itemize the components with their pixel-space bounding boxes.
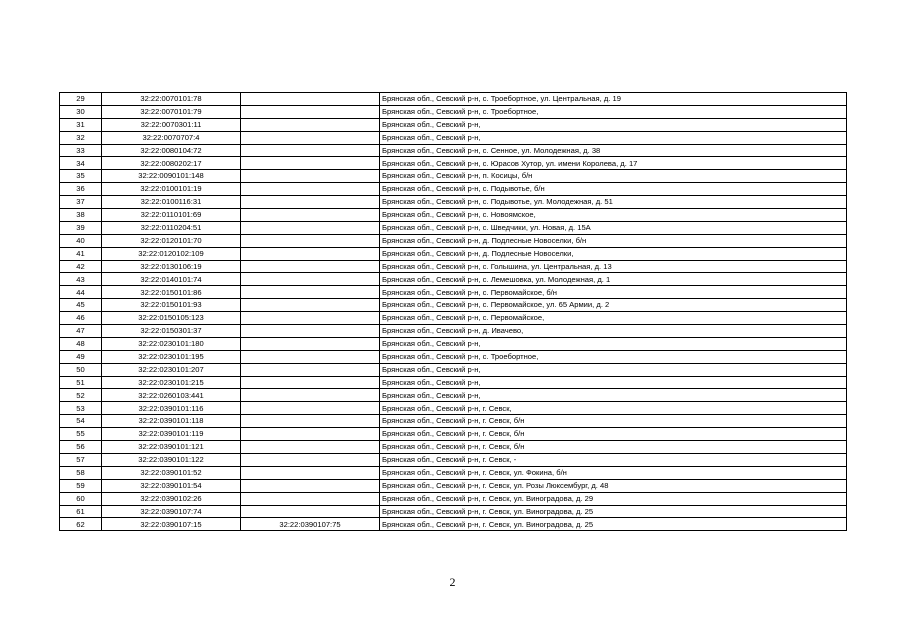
address: Брянская обл., Севский р-н, г. Севск, ул. Фокина, б/н	[380, 466, 847, 479]
table-row	[60, 144, 847, 157]
table-row	[60, 441, 847, 454]
related-cadastral-number	[241, 286, 380, 299]
related-cadastral-number	[241, 415, 380, 428]
related-cadastral-number	[241, 441, 380, 454]
row-number: 36	[60, 183, 102, 196]
cadastral-number: 32:22:0100101:19	[102, 183, 241, 196]
cadastral-number: 32:22:0390101:118	[102, 415, 241, 428]
address: Брянская обл., Севский р-н,	[380, 376, 847, 389]
table-row	[60, 183, 847, 196]
row-number: 56	[60, 441, 102, 454]
related-cadastral-number	[241, 273, 380, 286]
related-cadastral-number: 32:22:0390107:75	[241, 518, 380, 531]
address: Брянская обл., Севский р-н, г. Севск, ул. Розы Люксембург, д. 48	[380, 479, 847, 492]
table-row	[60, 299, 847, 312]
table-row	[60, 466, 847, 479]
related-cadastral-number	[241, 234, 380, 247]
related-cadastral-number	[241, 118, 380, 131]
cadastral-number: 32:22:0230101:215	[102, 376, 241, 389]
address: Брянская обл., Севский р-н, п. Косицы, б/н	[380, 170, 847, 183]
cadastral-number: 32:22:0390101:121	[102, 441, 241, 454]
row-number: 44	[60, 286, 102, 299]
related-cadastral-number	[241, 105, 380, 118]
page-number: 2	[449, 575, 456, 589]
table-row	[60, 273, 847, 286]
table-row	[60, 389, 847, 402]
row-number: 33	[60, 144, 102, 157]
row-number: 46	[60, 312, 102, 325]
table-row	[60, 209, 847, 222]
row-number: 54	[60, 415, 102, 428]
address: Брянская обл., Севский р-н, г. Севск, -	[380, 453, 847, 466]
cadastral-number: 32:22:0130106:19	[102, 260, 241, 273]
row-number: 40	[60, 234, 102, 247]
row-number: 61	[60, 505, 102, 518]
related-cadastral-number	[241, 479, 380, 492]
table-row	[60, 415, 847, 428]
row-number: 41	[60, 247, 102, 260]
row-number: 57	[60, 453, 102, 466]
address: Брянская обл., Севский р-н, с. Юрасов Хутор, ул. имени Королева, д. 17	[380, 157, 847, 170]
related-cadastral-number	[241, 363, 380, 376]
registry-table	[59, 92, 847, 531]
table-row	[60, 312, 847, 325]
table-row	[60, 428, 847, 441]
row-number: 42	[60, 260, 102, 273]
address: Брянская обл., Севский р-н,	[380, 131, 847, 144]
cadastral-number: 32:22:0080202:17	[102, 157, 241, 170]
table-row	[60, 402, 847, 415]
cadastral-number: 32:22:0390107:74	[102, 505, 241, 518]
related-cadastral-number	[241, 221, 380, 234]
table-row	[60, 221, 847, 234]
table-row	[60, 131, 847, 144]
related-cadastral-number	[241, 492, 380, 505]
table-row	[60, 234, 847, 247]
registry-table-body	[60, 93, 847, 531]
related-cadastral-number	[241, 170, 380, 183]
address: Брянская обл., Севский р-н,	[380, 363, 847, 376]
related-cadastral-number	[241, 260, 380, 273]
cadastral-number: 32:22:0150301:37	[102, 325, 241, 338]
cadastral-number: 32:22:0080104:72	[102, 144, 241, 157]
address: Брянская обл., Севский р-н, с. Первомайское, б/н	[380, 286, 847, 299]
related-cadastral-number	[241, 505, 380, 518]
related-cadastral-number	[241, 299, 380, 312]
cadastral-number: 32:22:0120101:70	[102, 234, 241, 247]
related-cadastral-number	[241, 389, 380, 402]
address: Брянская обл., Севский р-н, д. Подлесные Новоселки,	[380, 247, 847, 260]
row-number: 31	[60, 118, 102, 131]
address: Брянская обл., Севский р-н, д. Подлесные Новоселки, б/н	[380, 234, 847, 247]
cadastral-number: 32:22:0150101:86	[102, 286, 241, 299]
address: Брянская обл., Севский р-н, г. Севск, ул. Виноградова, д. 25	[380, 518, 847, 531]
cadastral-number: 32:22:0230101:195	[102, 350, 241, 363]
related-cadastral-number	[241, 325, 380, 338]
table-row	[60, 350, 847, 363]
related-cadastral-number	[241, 453, 380, 466]
address: Брянская обл., Севский р-н, г. Севск, ул. Виноградова, д. 29	[380, 492, 847, 505]
row-number: 47	[60, 325, 102, 338]
table-row	[60, 157, 847, 170]
related-cadastral-number	[241, 183, 380, 196]
related-cadastral-number	[241, 402, 380, 415]
address: Брянская обл., Севский р-н, г. Севск, б/н	[380, 428, 847, 441]
cadastral-number: 32:22:0070707:4	[102, 131, 241, 144]
cadastral-number: 32:22:0230101:180	[102, 337, 241, 350]
address: Брянская обл., Севский р-н, г. Севск, б/н	[380, 441, 847, 454]
address: Брянская обл., Севский р-н, д. Ивачево,	[380, 325, 847, 338]
cadastral-number: 32:22:0140101:74	[102, 273, 241, 286]
cadastral-number: 32:22:0390101:122	[102, 453, 241, 466]
table-row	[60, 170, 847, 183]
cadastral-number: 32:22:0150101:93	[102, 299, 241, 312]
cadastral-number: 32:22:0230101:207	[102, 363, 241, 376]
address: Брянская обл., Севский р-н, г. Севск, б/н	[380, 415, 847, 428]
row-number: 48	[60, 337, 102, 350]
address: Брянская обл., Севский р-н,	[380, 337, 847, 350]
table-row	[60, 105, 847, 118]
related-cadastral-number	[241, 466, 380, 479]
row-number: 37	[60, 196, 102, 209]
cadastral-number: 32:22:0070301:11	[102, 118, 241, 131]
address: Брянская обл., Севский р-н, с. Подывотье, б/н	[380, 183, 847, 196]
table-row	[60, 118, 847, 131]
row-number: 45	[60, 299, 102, 312]
table-row	[60, 376, 847, 389]
row-number: 51	[60, 376, 102, 389]
row-number: 52	[60, 389, 102, 402]
cadastral-number: 32:22:0110204:51	[102, 221, 241, 234]
table-row	[60, 93, 847, 106]
cadastral-number: 32:22:0390101:119	[102, 428, 241, 441]
address: Брянская обл., Севский р-н, с. Шведчики, ул. Новая, д. 15А	[380, 221, 847, 234]
row-number: 34	[60, 157, 102, 170]
table-row	[60, 505, 847, 518]
table-row	[60, 453, 847, 466]
address: Брянская обл., Севский р-н, с. Первомайское,	[380, 312, 847, 325]
cadastral-number: 32:22:0120102:109	[102, 247, 241, 260]
row-number: 38	[60, 209, 102, 222]
table-row	[60, 286, 847, 299]
related-cadastral-number	[241, 337, 380, 350]
related-cadastral-number	[241, 312, 380, 325]
row-number: 59	[60, 479, 102, 492]
row-number: 30	[60, 105, 102, 118]
address: Брянская обл., Севский р-н, с. Голышина, ул. Центральная, д. 13	[380, 260, 847, 273]
table-row	[60, 260, 847, 273]
address: Брянская обл., Севский р-н, с. Подывотье, ул. Молодежная, д. 51	[380, 196, 847, 209]
cadastral-number: 32:22:0100116:31	[102, 196, 241, 209]
table-row	[60, 363, 847, 376]
address: Брянская обл., Севский р-н, с. Лемешовка, ул. Молодежная, д. 1	[380, 273, 847, 286]
table-row	[60, 492, 847, 505]
row-number: 55	[60, 428, 102, 441]
cadastral-number: 32:22:0070101:79	[102, 105, 241, 118]
cadastral-number: 32:22:0390102:26	[102, 492, 241, 505]
related-cadastral-number	[241, 144, 380, 157]
cadastral-number: 32:22:0150105:123	[102, 312, 241, 325]
cadastral-number: 32:22:0070101:78	[102, 93, 241, 106]
cadastral-number: 32:22:0390101:52	[102, 466, 241, 479]
related-cadastral-number	[241, 131, 380, 144]
row-number: 29	[60, 93, 102, 106]
row-number: 43	[60, 273, 102, 286]
address: Брянская обл., Севский р-н, г. Севск,	[380, 402, 847, 415]
address: Брянская обл., Севский р-н, с. Троебортное,	[380, 105, 847, 118]
related-cadastral-number	[241, 428, 380, 441]
row-number: 62	[60, 518, 102, 531]
cadastral-number: 32:22:0390107:15	[102, 518, 241, 531]
cadastral-number: 32:22:0110101:69	[102, 209, 241, 222]
row-number: 39	[60, 221, 102, 234]
cadastral-number: 32:22:0390101:116	[102, 402, 241, 415]
related-cadastral-number	[241, 209, 380, 222]
address: Брянская обл., Севский р-н, с. Троебортное,	[380, 350, 847, 363]
address: Брянская обл., Севский р-н, с. Сенное, ул. Молодежная, д. 38	[380, 144, 847, 157]
row-number: 58	[60, 466, 102, 479]
related-cadastral-number	[241, 196, 380, 209]
address: Брянская обл., Севский р-н,	[380, 118, 847, 131]
cadastral-number: 32:22:0260103:441	[102, 389, 241, 402]
row-number: 53	[60, 402, 102, 415]
table-row	[60, 196, 847, 209]
cadastral-number: 32:22:0090101:148	[102, 170, 241, 183]
address: Брянская обл., Севский р-н,	[380, 389, 847, 402]
row-number: 50	[60, 363, 102, 376]
row-number: 60	[60, 492, 102, 505]
row-number: 35	[60, 170, 102, 183]
related-cadastral-number	[241, 350, 380, 363]
row-number: 49	[60, 350, 102, 363]
row-number: 32	[60, 131, 102, 144]
related-cadastral-number	[241, 376, 380, 389]
table-row	[60, 325, 847, 338]
address: Брянская обл., Севский р-н, с. Новоямское,	[380, 209, 847, 222]
related-cadastral-number	[241, 93, 380, 106]
related-cadastral-number	[241, 157, 380, 170]
table-row	[60, 337, 847, 350]
table-row	[60, 247, 847, 260]
table-row	[60, 479, 847, 492]
address: Брянская обл., Севский р-н, с. Троебортное, ул. Центральная, д. 19	[380, 93, 847, 106]
address: Брянская обл., Севский р-н, г. Севск, ул. Виноградова, д. 25	[380, 505, 847, 518]
cadastral-number: 32:22:0390101:54	[102, 479, 241, 492]
related-cadastral-number	[241, 247, 380, 260]
address: Брянская обл., Севский р-н, с. Первомайское, ул. 65 Армии, д. 2	[380, 299, 847, 312]
table-row	[60, 518, 847, 531]
